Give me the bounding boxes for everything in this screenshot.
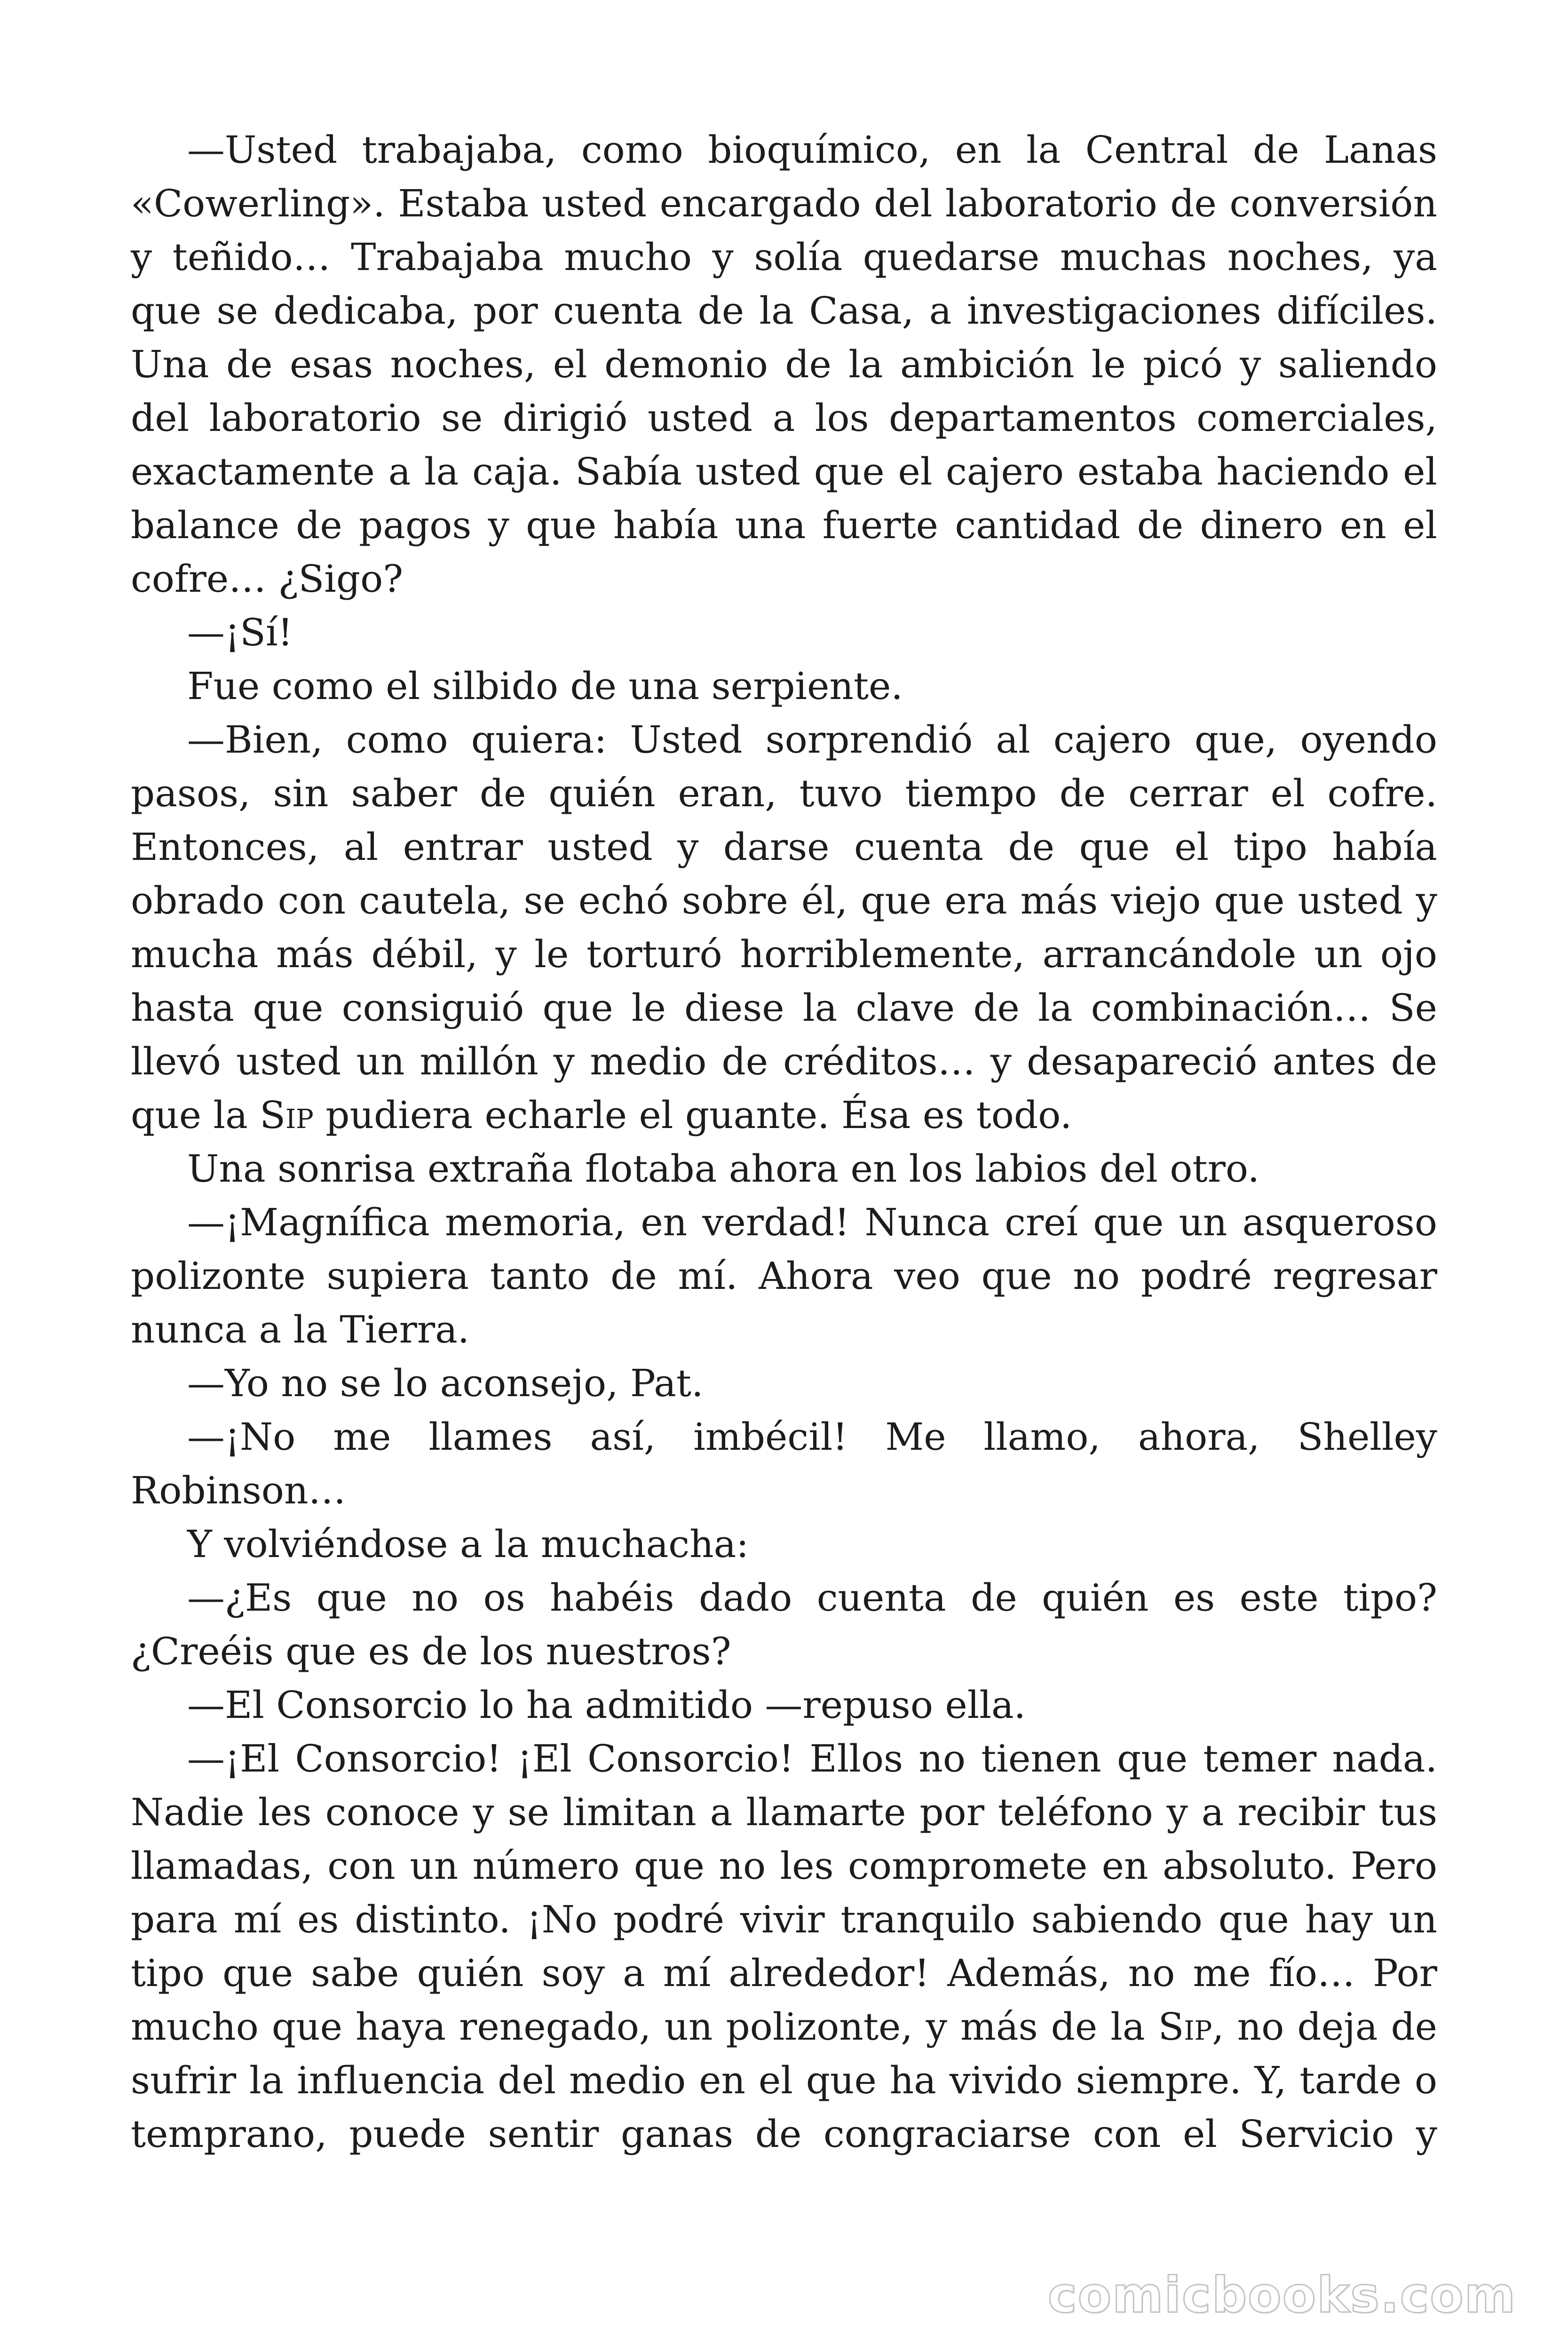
- sip-acronym: Sip: [1158, 2005, 1212, 2049]
- paragraph-text: pudiera echarle el guante. Ésa es todo.: [313, 1093, 1072, 1137]
- paragraph: Una sonrisa extraña flotaba ahora en los labios del otro.: [187, 1147, 1260, 1191]
- paragraph: Fue como el silbido de una serpiente.: [187, 664, 903, 708]
- paragraph-text: —¡El Consorcio! ¡El Consorcio! Ellos no tienen que temer nada. Nadie les conoce y se limitan a llamarte por teléfono y a recibir tus llamadas, con un número que no les compromete en absoluto. Pero para mí es distinto. ¡No podré vivir tranquilo sabiendo que hay un tipo que sabe quién soy a mí alrededor! Además, no me fío… Por mucho que haya renegado, un polizonte, y más de la: [131, 1737, 1437, 2049]
- paragraph: —¿Es que no os habéis dado cuenta de quién es este tipo? ¿Creéis que es de los nuestros?: [131, 1576, 1437, 1673]
- paragraph: —¡Sí!: [187, 611, 293, 654]
- paragraph: [131, 1732, 1437, 2161]
- paragraph-text: —Bien, como quiera: Usted sorprendió al cajero que, oyendo pasos, sin saber de quién eran, tuvo tiempo de cerrar el cofre. Entonces, al entrar usted y darse cuenta de que el tipo había obrado con cautela, se echó sobre él, que era más viejo que usted y mucha más débil, y le torturó horriblemente, arrancándole un ojo hasta que consiguió que le diese la clave de la combinación… Se llevó usted un millón y medio de créditos… y desapareció antes de que la: [131, 718, 1437, 1137]
- paragraph: Y volviéndose a la muchacha:: [187, 1522, 749, 1566]
- paragraph: [131, 713, 1437, 1142]
- paragraph: —¡No me llames así, imbécil! Me llamo, ahora, Shelley Robinson…: [131, 1415, 1437, 1512]
- paragraph-text: , no deja de sufrir la influencia del medio en el que ha vivido siempre. Y, tarde o temprano, puede sentir ganas de congraciarse con el Servicio y: [131, 2005, 1438, 2156]
- paragraph: —Usted trabajaba, como bioquímico, en la Central de Lanas «Cowerling». Estaba usted encargado del laboratorio de conversión y teñido… Trabajaba mucho y solía quedarse muchas noches, ya que se dedicaba, por cuenta de la Casa, a investigaciones difíciles. Una de esas noches, el demonio de la ambición le picó y saliendo del laboratorio se dirigió usted a los departamentos comerciales, exactamente a la caja. Sabía usted que el cajero estaba haciendo el balance de pagos y que había una fuerte cantidad de dinero en el cofre… ¿Sigo?: [131, 128, 1437, 601]
- paragraph: —¡Magnífica memoria, en verdad! Nunca creí que un asqueroso polizonte supiera tanto de mí. Ahora veo que no podré regresar nunca a la Tierra.: [131, 1200, 1437, 1351]
- paragraph: —El Consorcio lo ha admitido —repuso ella.: [187, 1683, 1026, 1727]
- watermark-logo: comicbooks.com: [1047, 2266, 1516, 2324]
- page-body-text: [131, 123, 1437, 2161]
- paragraph: —Yo no se lo aconsejo, Pat.: [187, 1361, 704, 1405]
- sip-acronym: Sip: [260, 1093, 314, 1137]
